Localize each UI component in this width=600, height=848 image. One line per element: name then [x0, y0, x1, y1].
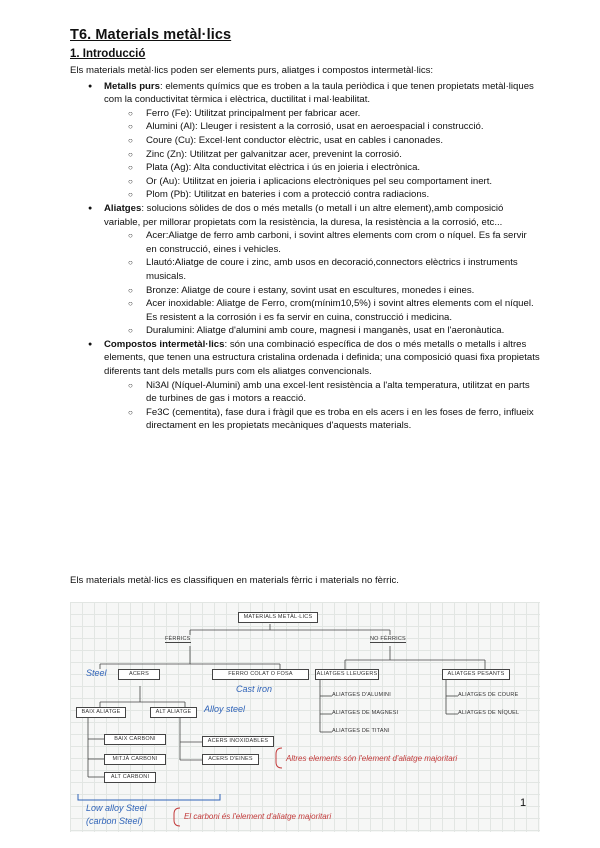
sub-item: ○ Zinc (Zn): Utilitzat per galvanitzar acer, prevenint la corrosió. — [104, 148, 540, 162]
page-number: 1 — [520, 797, 527, 809]
bullet-text: : són una combinació específica de dos o més metalls o metalls i altres elements, que tenen una estructura cristalina ordenada i definida; una composició quasi fixa propietats diferents tant dels metalls purs com els aliatges convencionals. — [104, 338, 540, 378]
sub-item: ○ Bronze: Aliatge de coure i estany, sovint usat en escultures, monedes i eines. — [104, 284, 540, 298]
document-body — [70, 64, 540, 433]
bullet-item — [70, 80, 540, 202]
bullet-text: : elements químics que es troben a la taula periòdica i que tenen propietats metàl·liques com la conductivitat tèrmica i elèctrica, ductilitat i mal·leabilitat. — [104, 80, 534, 106]
note-carboni: El carboni és l'element d'aliatge majoritari — [184, 812, 332, 821]
diagram-connectors — [70, 602, 540, 832]
node-aliatges-alumini: ALIATGES D'ALUMINI — [332, 692, 391, 698]
sub-item: ○ Llautó:Aliatge de coure i zinc, amb usos en decoració,connectors elèctrics i instruments musicals. — [104, 256, 540, 283]
classification-list — [70, 80, 540, 433]
sub-item: ○ Ferro (Fe): Utilitzat principalment per fabricar acer. — [104, 107, 540, 121]
node-aliatges-magnesi: ALIATGES DE MAGNESI — [332, 710, 399, 716]
node-ferrics: FÈRRICS — [165, 636, 191, 642]
bullet-item — [70, 202, 540, 338]
node-materials-metallics: MATERIALS METÀL·LICS — [238, 612, 318, 623]
node-mitja-carboni: MITJÀ CARBONI — [104, 754, 166, 765]
node-aliatges-lleugers: ALIATGES LLEUGERS — [315, 669, 379, 680]
intro-paragraph: Els materials metàl·lics poden ser elements purs, aliatges i compostos intermetàl·lics: — [70, 65, 434, 76]
node-baix-aliatge: BAIX ALIATGE — [76, 707, 126, 718]
note-steel: Steel — [86, 668, 107, 678]
sub-list — [104, 107, 540, 202]
sub-item: ○ Fe3C (cementita), fase dura i fràgil que es troba en els acers i en les foses de ferro, influeix directament en les propietats mecàniques d'aquests materials. — [104, 406, 540, 433]
sub-item: ○ Duralumini: Aliatge d'alumini amb coure, magnesi i manganès, usat en l'aeronàutica. — [104, 324, 540, 338]
bullet-item — [70, 338, 540, 433]
sub-item: ○ Coure (Cu): Excel·lent conductor elèctric, usat en cables i canonades. — [104, 134, 540, 148]
sub-item: ○ Or (Au): Utilitzat en joieria i aplicacions electròniques pel seu comportament inert. — [104, 175, 540, 189]
node-aliatges-pesants: ALIATGES PESANTS — [442, 669, 510, 680]
node-acers-inoxidables: ACERS INOXIDABLES — [202, 736, 274, 747]
node-alt-aliatge: ALT ALIATGE — [150, 707, 197, 718]
sub-item: ○ Ni3Al (Níquel-Alumini) amb una excel·lent resistència a l'alta temperatura, utilitzat en parts de turbines de gas i motors a reacció. — [104, 379, 540, 406]
note-cast-iron: Cast iron — [236, 684, 273, 694]
bullet-term: Aliatges — [104, 202, 142, 214]
bullet-term: Metalls purs — [104, 80, 160, 92]
sub-item: ○ Alumini (Al): Lleuger i resistent a la corrosió, usat en aeroespacial i construcció. — [104, 120, 540, 134]
bullet-term: Compostos intermetàl·lics — [104, 338, 225, 350]
sub-item: ○ Acer:Aliatge de ferro amb carboni, i sovint altres elements com crom o níquel. Es fa servir en construcció, eines i vehicles. — [104, 229, 540, 256]
node-alt-carboni: ALT CARBONI — [104, 772, 156, 783]
sub-list — [104, 229, 540, 338]
node-acers-eines: ACERS D'EINES — [202, 754, 259, 765]
sub-list — [104, 379, 540, 433]
node-aliatges-titani: ALIATGES DE TITANI — [332, 728, 390, 734]
sub-item: ○ Plata (Ag): Alta conductivitat elèctrica i ús en joieria i electrònica. — [104, 161, 540, 175]
section-heading: 1. Introducció — [70, 48, 146, 60]
note-low-alloy-steel: Low alloy Steel — [86, 803, 147, 813]
node-baix-carboni: BAIX CARBONI — [104, 734, 166, 745]
note-alloy-steel: Alloy steel — [204, 704, 246, 714]
node-aliatges-coure: ALIATGES DE COURE — [458, 692, 519, 698]
sub-item: ○ Acer inoxidable: Aliatge de Ferro, crom(mínim10,5%) i sovint altres elements com el níquel. Es resistent a la corrosión i es fa servir en cuina, construcció i medicina. — [104, 297, 540, 324]
node-ferro-colat: FERRO COLAT O FOSA — [212, 669, 309, 680]
node-no-ferrics: NO FÈRRICS — [370, 636, 406, 642]
node-acers: ACERS — [118, 669, 160, 680]
closing-paragraph: Els materials metàl·lics es classifiquen en materials fèrric i materials no fèrric. — [70, 575, 399, 586]
document-title: T6. Materials metàl·lics — [70, 27, 232, 43]
node-aliatges-niquel: ALIATGES DE NÍQUEL — [458, 710, 520, 716]
note-altres-elements: Altres elements són l'element d'aliatge majoritari — [286, 754, 458, 763]
sub-item: ○ Plom (Pb): Utilitzat en bateries i com a protecció contra radiacions. — [104, 188, 540, 202]
classification-diagram — [70, 602, 540, 832]
note-carbon-steel: (carbon Steel) — [86, 816, 143, 826]
bullet-text: : solucions sòlides de dos o més metalls (o metall i un altre element),amb composició variable, per millorar propietats com la resistència, la duresa, la resistència a la corrosió, etc... — [104, 202, 504, 228]
